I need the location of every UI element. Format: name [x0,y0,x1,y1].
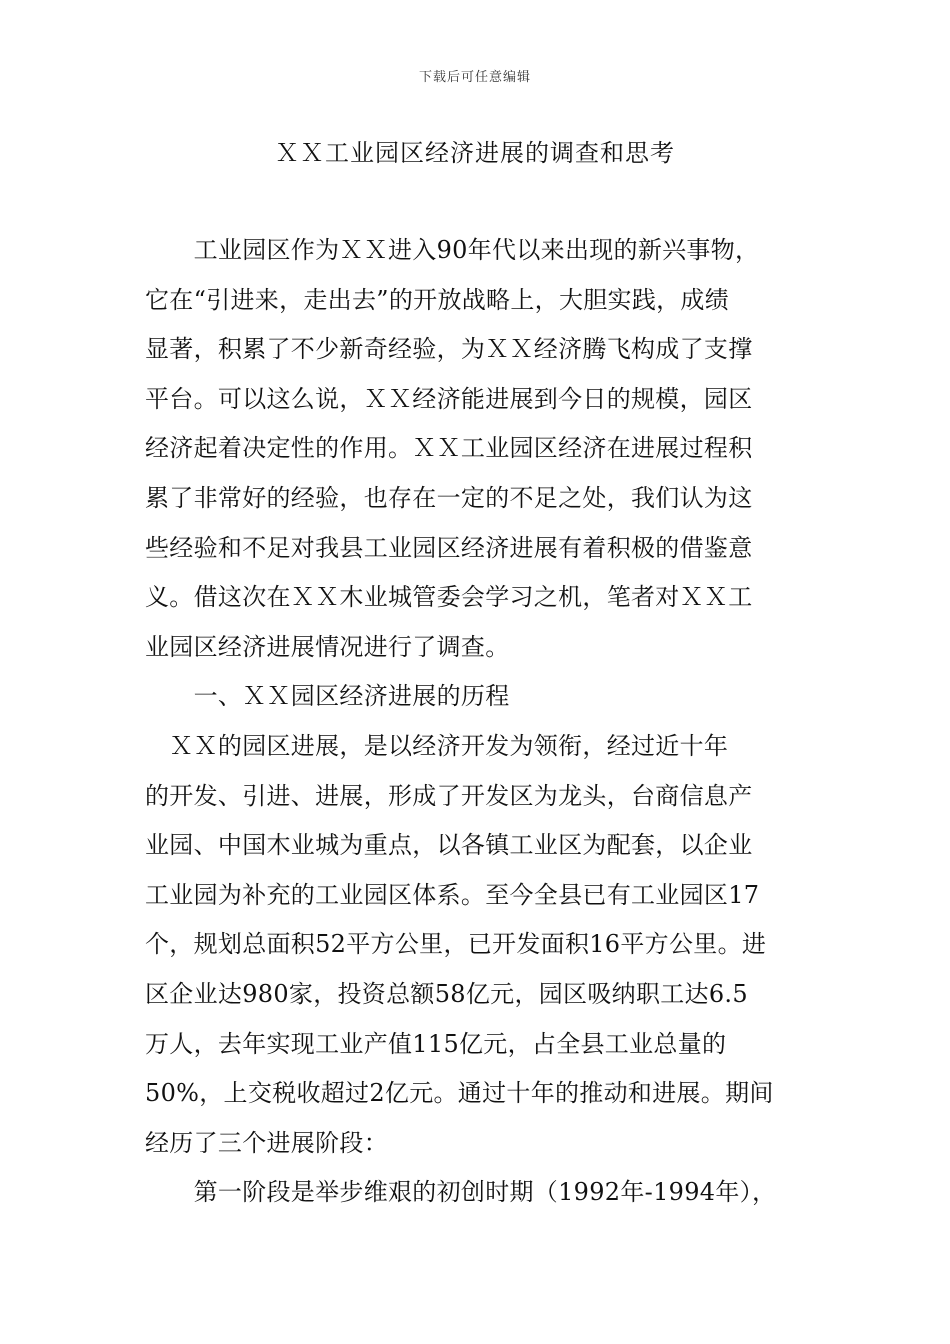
document-title: ＸＸ工业园区经济进展的调查和思考 [275,139,675,167]
text-line: 业园、中国木业城为重点，以各镇工业区为配套，以企业 [145,831,753,860]
text-line: 业园区经济进展情况进行了调查。 [145,632,510,661]
header-note: 下载后可任意编辑 [418,70,531,85]
text-line: 个，规划总面积52平方公里，已开发面积16平方公里。进 [145,930,767,959]
text-line: 经济起着决定性的作用。ＸＸ工业园区经济在进展过程积 [145,434,753,463]
text-line: 工业园为补充的工业园区体系。至今全县已有工业园区17 [145,880,760,909]
text-line: 工业园区作为ＸＸ进入90年代以来出现的新兴事物， [145,236,760,264]
text-line: 万人，去年实现工业产值115亿元，占全县工业总量的 [145,1029,727,1058]
text-line: 它在“引进来，走出去”的开放战略上，大胆实践，成绩 [145,285,730,314]
text-line: 平台。可以这么说，ＸＸ经济能进展到今日的规模，园区 [145,384,753,413]
section-heading: 一、ＸＸ园区经济进展的历程 [145,682,510,711]
text-line: 显著，积累了不少新奇经验，为ＸＸ经济腾飞构成了支撑 [145,335,753,364]
text-line: 区企业达980家，投资总额58亿元，园区吸纳职工达6.5 [145,979,748,1008]
text-line: ＸＸ的园区进展，是以经济开发为领衔，经过近十年 [145,731,729,760]
text-line: 些经验和不足对我县工业园区经济进展有着积极的借鉴意 [145,533,753,562]
text-line: 累了非常好的经验，也存在一定的不足之处，我们认为这 [145,483,753,512]
text-line: 第一阶段是举步维艰的初创时期（1992年-1994年）， [145,1178,777,1207]
text-line: 的开发、引进、进展，形成了开发区为龙头，台商信息产 [145,781,753,810]
text-line: 50%，上交税收超过2亿元。通过十年的推动和进展。期间 [145,1079,774,1108]
body-text [145,226,805,1218]
text-line: 义。借这次在ＸＸ木业城管委会学习之机，笔者对ＸＸ工 [145,583,753,612]
text-line: 经历了三个进展阶段： [145,1128,388,1157]
